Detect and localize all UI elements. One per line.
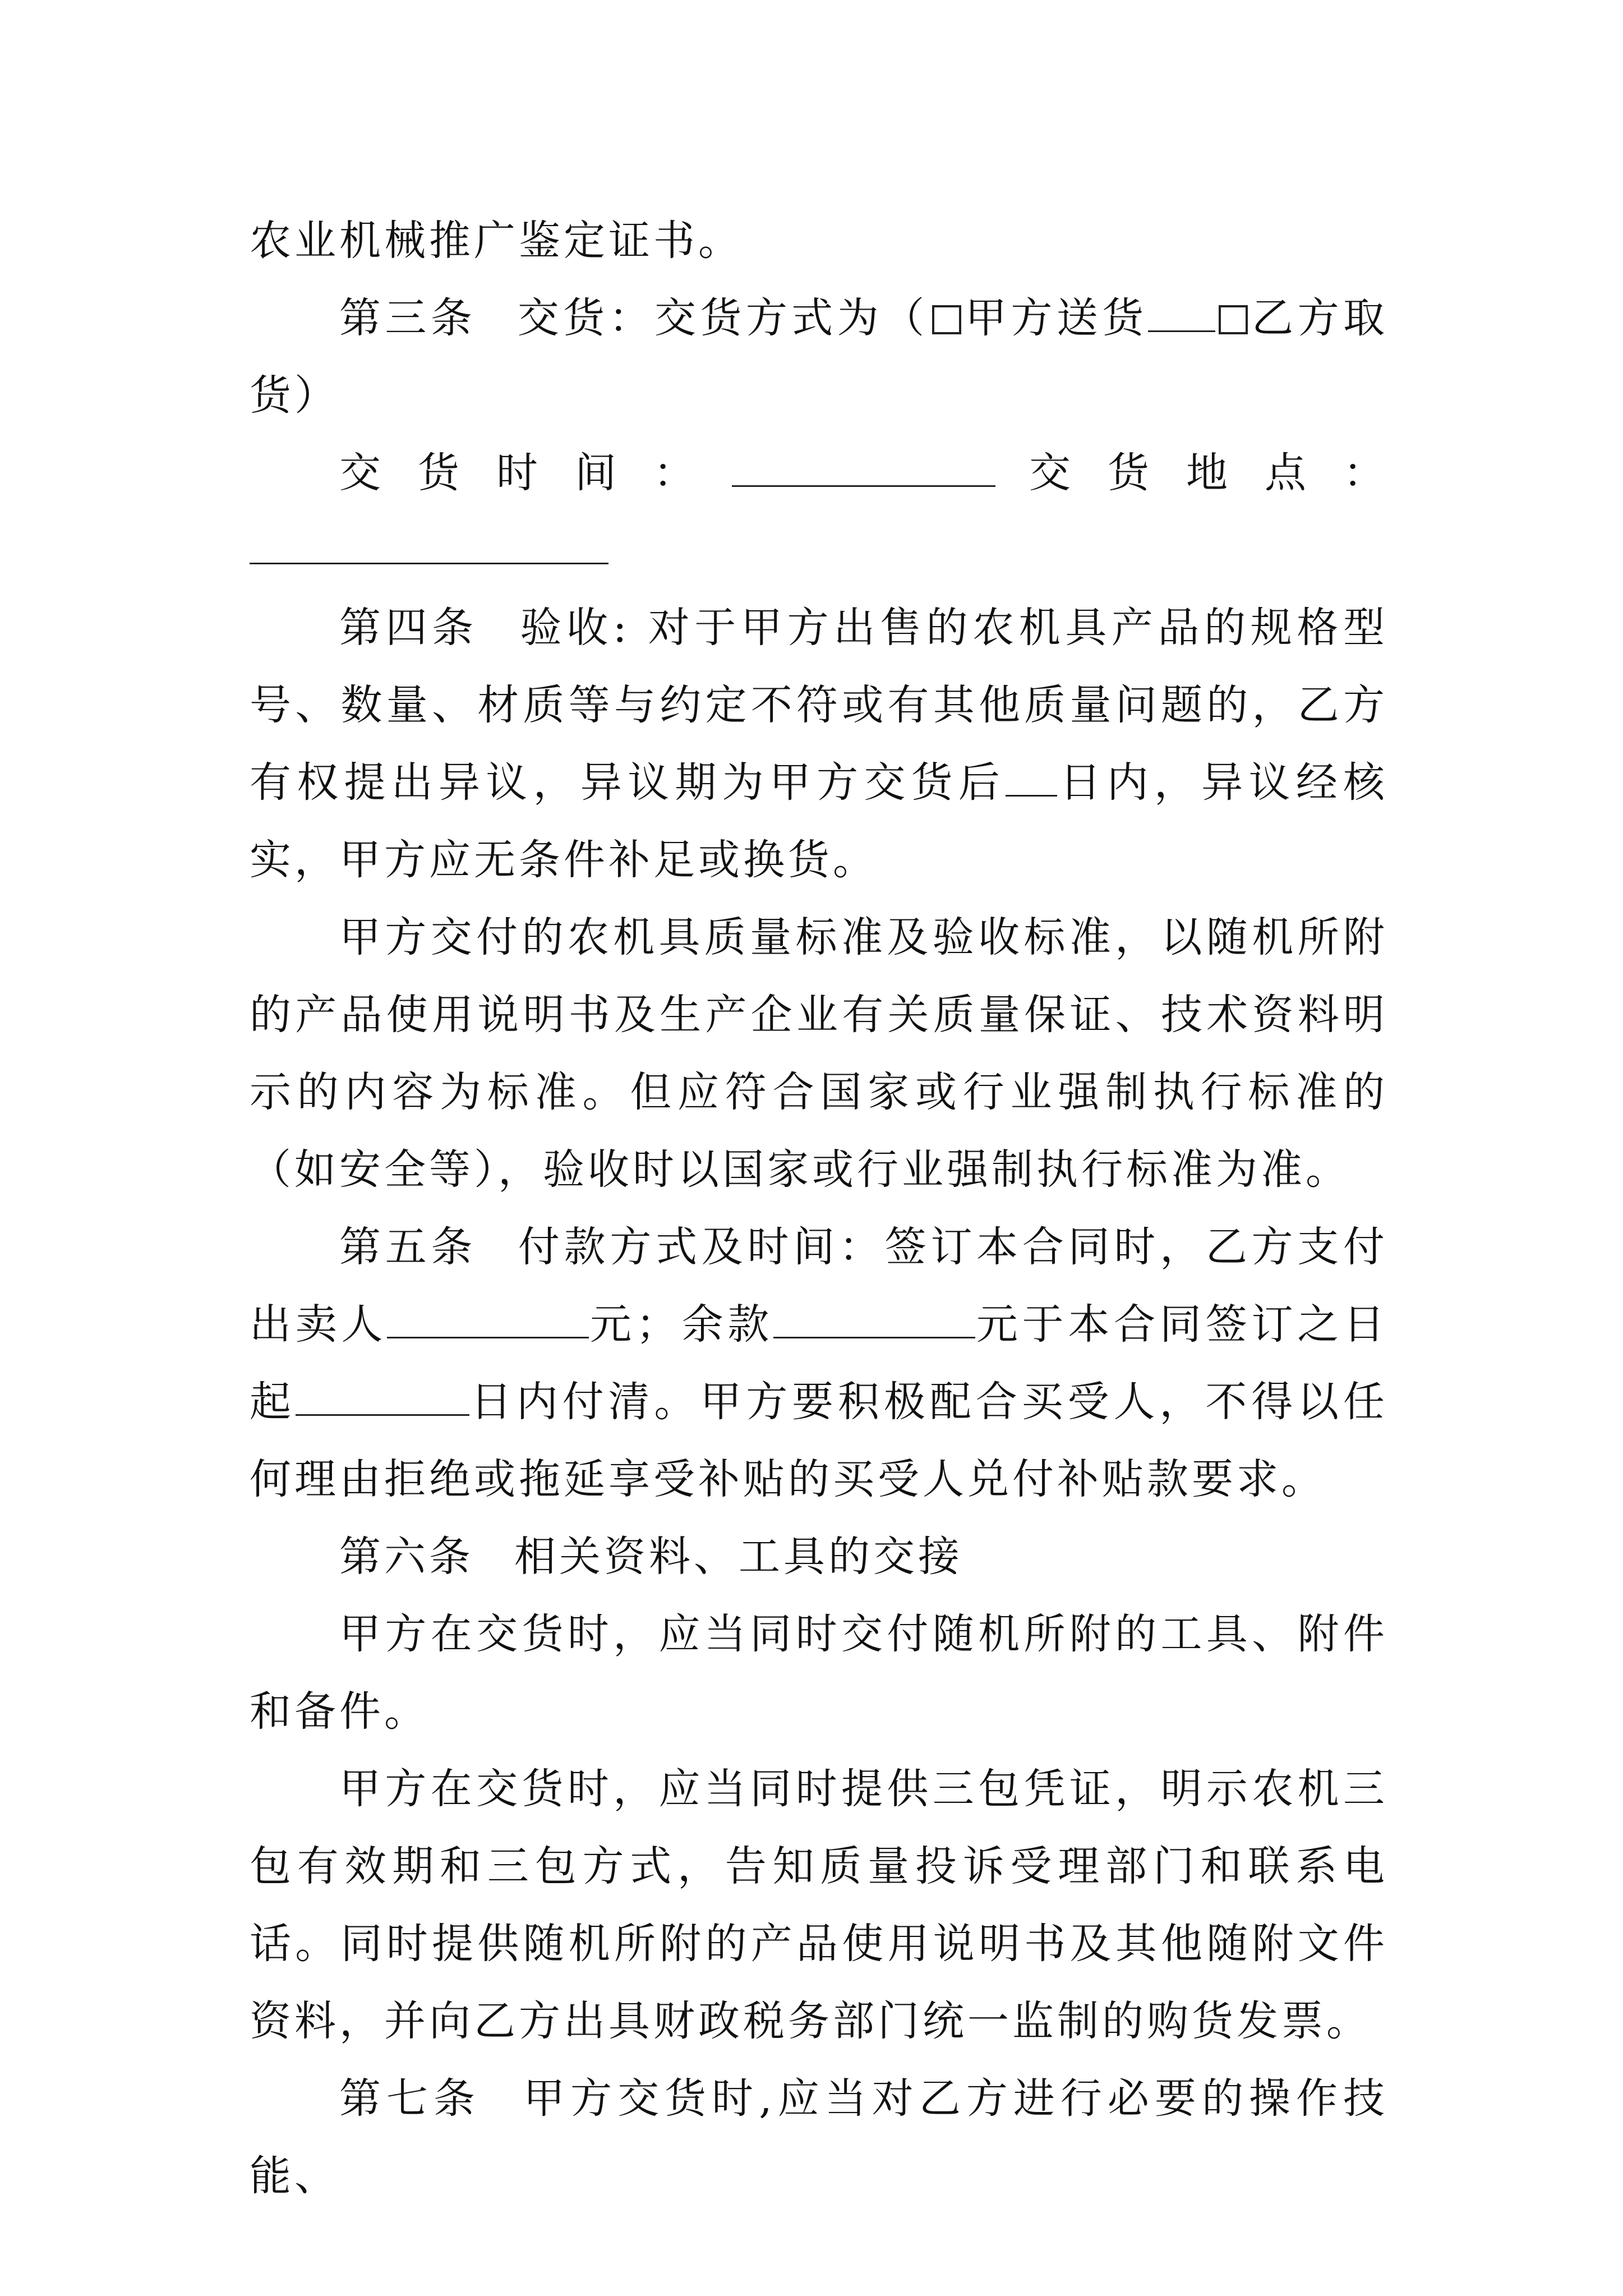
article-6-handover: 第六条 相关资料、工具的交接 (339, 1533, 963, 1581)
delivery-time-field[interactable] (732, 450, 995, 487)
payment-days-field[interactable] (296, 1379, 469, 1416)
balance-field[interactable] (773, 1302, 975, 1338)
tools-handover: 甲方在交货时，应当同时交付随机所附的工具、附件和备件。 (250, 1610, 1388, 1736)
article-number: 第四条 (339, 604, 478, 652)
warranty-documents: 甲方在交货时，应当同时提供三包凭证，明示农机三包有效期和三包方式，告知质量投诉受理部门和联系电话。同时提供随机所附的产品使用说明书及其他随附文件资料，并向乙方出具财政税务部门统一监制的购货发票。 (250, 1765, 1388, 2045)
paragraph-certificate: 农业机械推广鉴定证书。 (250, 217, 743, 265)
article-number: 第五条 (339, 1223, 477, 1271)
article-4-acceptance: 第四条 验收: 对于甲方出售的农机具产品的规格型号、数量、材质等与约定不符或有其他质量问题的，乙方有权提出异议，异议期为甲方交货后 日内，异议经核实，甲方应无条件补足或换货。 (250, 604, 1389, 884)
article-number: 第六条 (339, 1533, 474, 1581)
article-number: 第三条 (339, 294, 477, 342)
down-payment-field[interactable] (387, 1302, 589, 1338)
objection-days-field[interactable] (1006, 760, 1057, 797)
checkbox-buyer-pickup[interactable] (1219, 305, 1248, 334)
contract-body (250, 202, 1388, 2215)
article-5-payment: 第五条 付款方式及时间：签订本合同时，乙方支付出卖人 元；余款 元于本合同签订之日起 日内付清。甲方要积极配合买受人，不得以任何理由拒绝或拖延享受补贴的买受人兑付补贴款要求。 (250, 1223, 1389, 1503)
article-7-training: 第七条 甲方交货时,应当对乙方进行必要的操作技能、 (250, 2074, 1389, 2200)
delivery-place-field[interactable] (250, 528, 608, 564)
checkbox-seller-delivery[interactable] (932, 305, 961, 334)
blank-field[interactable] (1148, 296, 1215, 332)
article-3-delivery: 第三条 交货：交货方式为（ 甲方送货 乙方取货） (250, 294, 1389, 420)
article-number: 第七条 (339, 2074, 481, 2123)
quality-standard: 甲方交付的农机具质量标准及验收标准，以随机所附的产品使用说明书及生产企业有关质量保证、技术资料明示的内容为标准。但应符合国家或行业强制执行标准的（如安全等），验收时以国家或行业强制执行标准为准。 (250, 913, 1388, 1194)
delivery-time-place: 交货时间： 交货地点： (250, 434, 1388, 589)
